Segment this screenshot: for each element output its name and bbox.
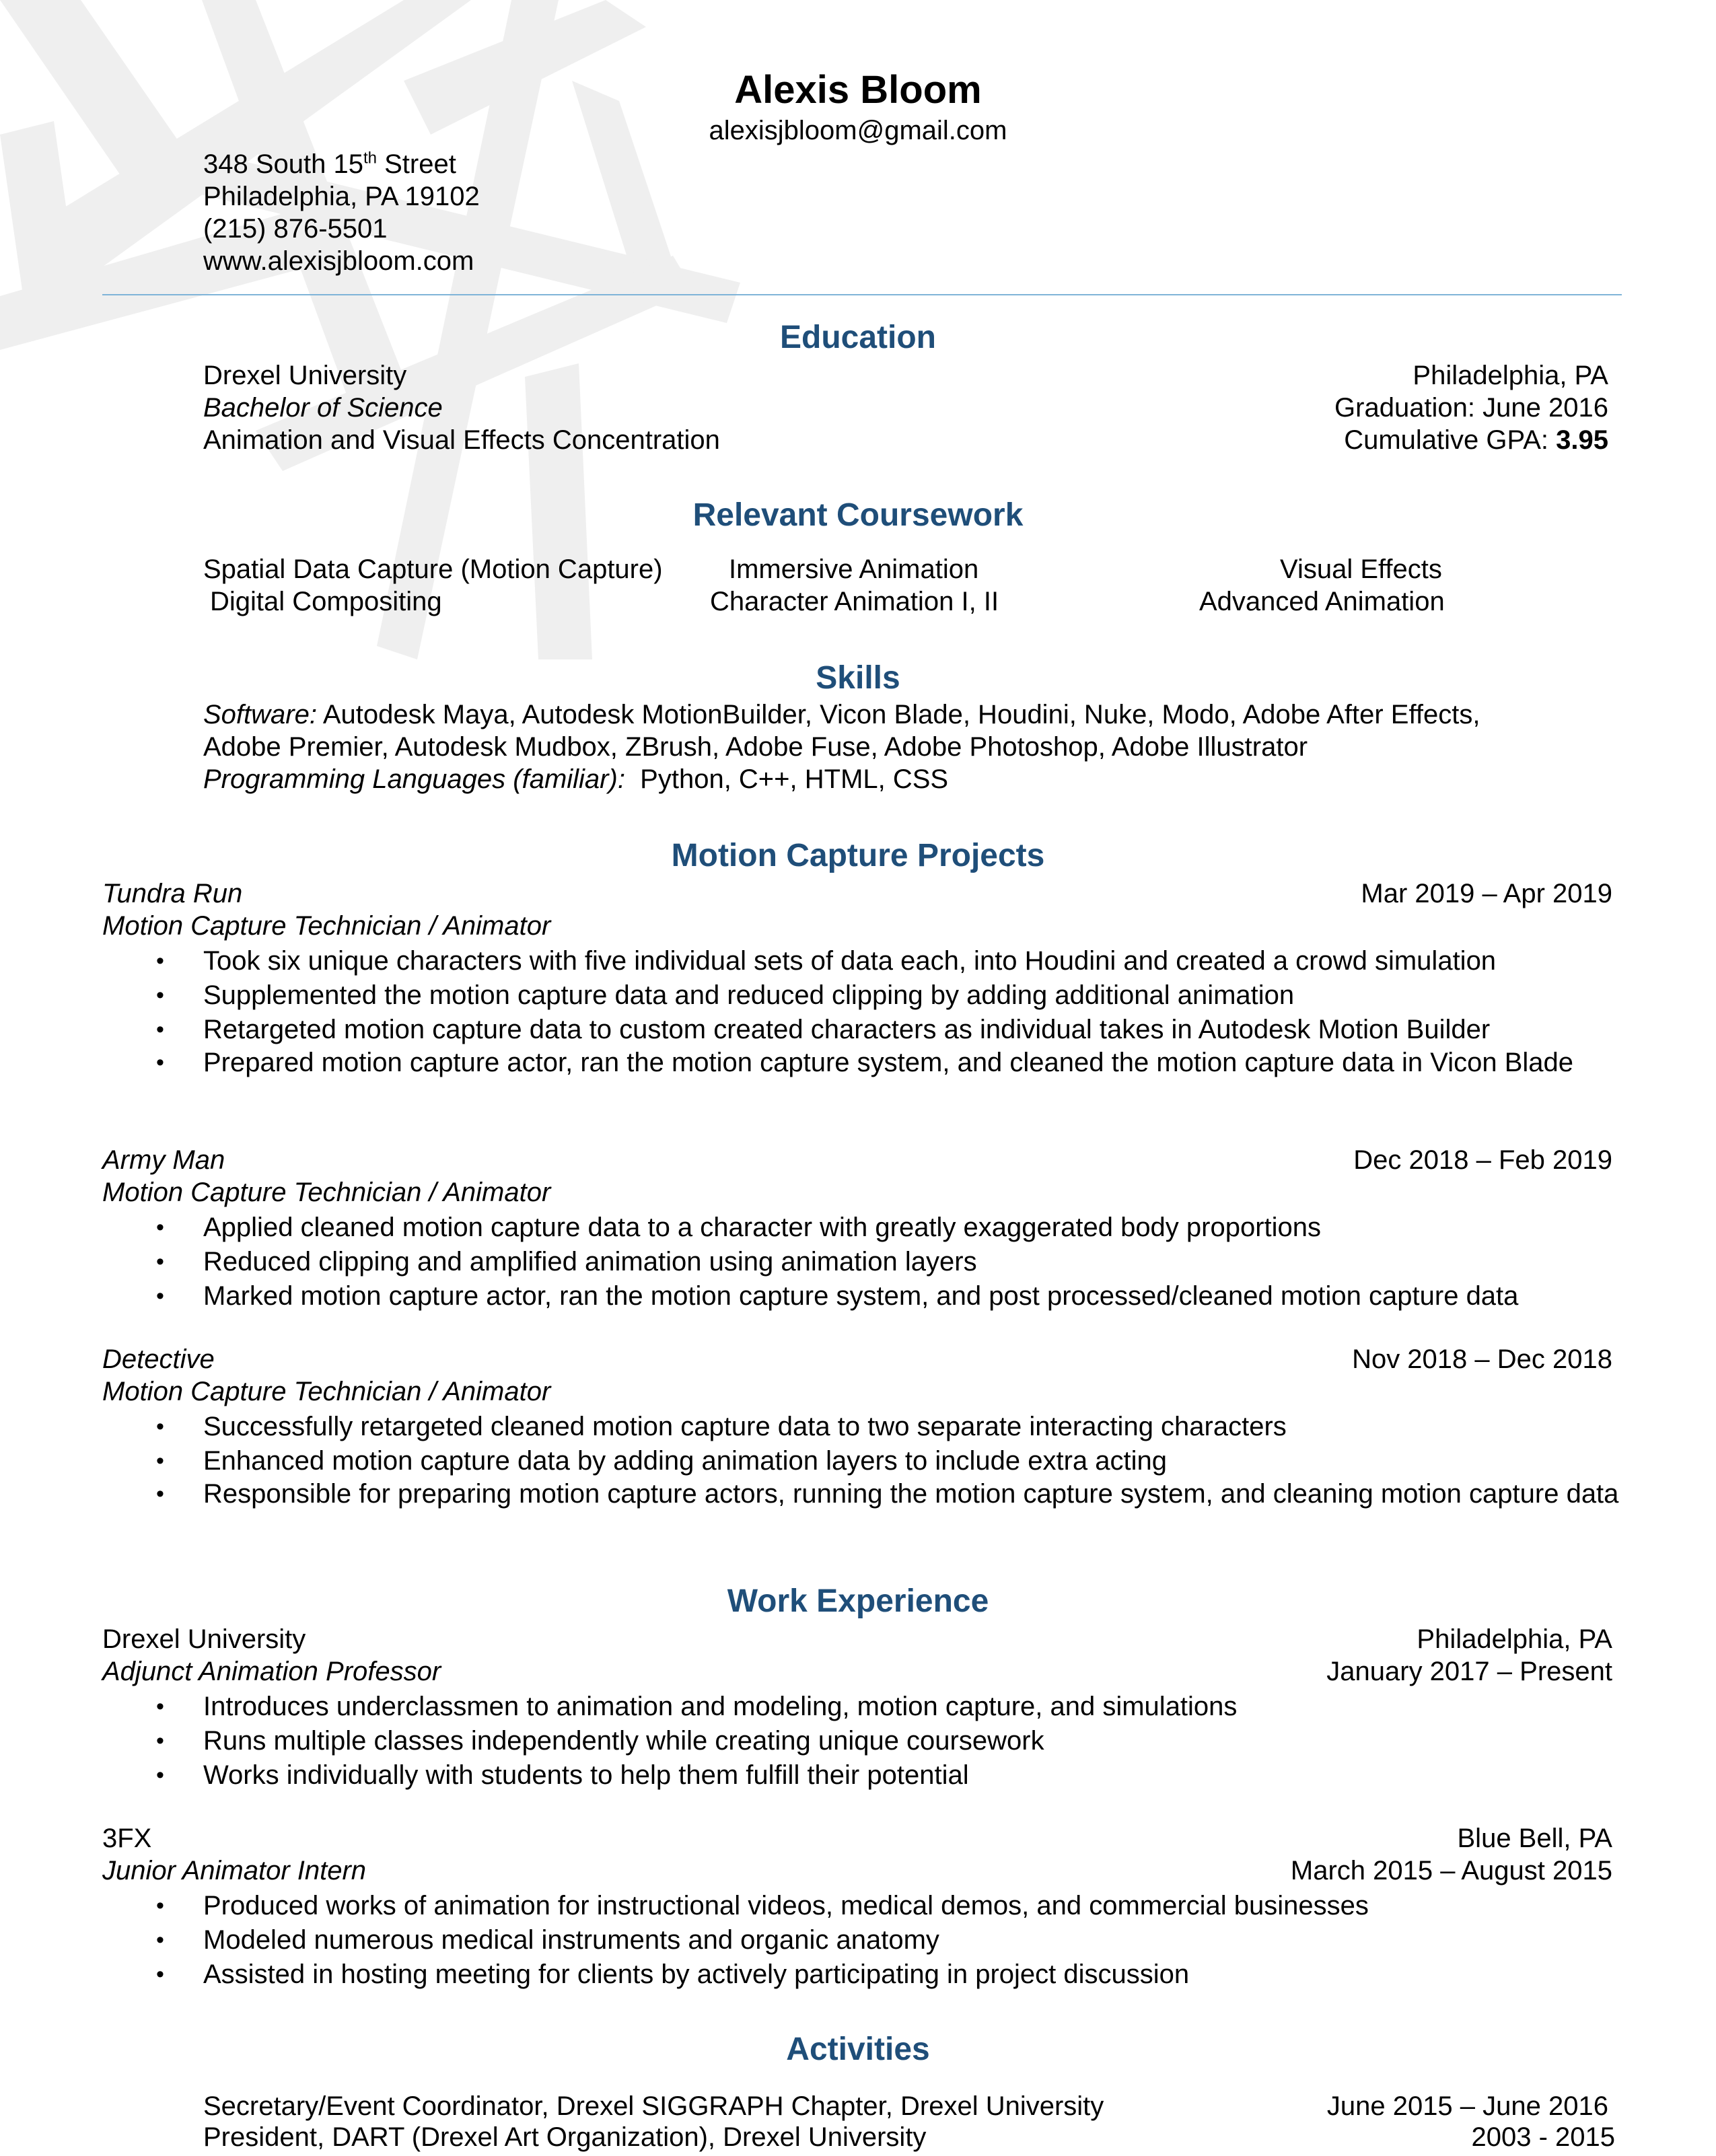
bullet-text: Reduced clipping and amplified animation using animation layers: [203, 1247, 977, 1277]
activity-dates: 2003 - 2015: [1471, 2122, 1615, 2152]
list-item: [141, 1690, 1630, 1724]
street-address-prefix: 348 South 15: [203, 149, 363, 179]
work-bullet-list: [141, 1889, 1630, 1992]
bullet-icon: •: [156, 1728, 164, 1754]
bullet-text: Runs multiple classes independently while creating unique coursework: [203, 1726, 1044, 1756]
project-bullet-list: [141, 944, 1630, 1081]
project-role: Motion Capture Technician / Animator: [102, 911, 551, 941]
course-item: Spatial Data Capture (Motion Capture): [203, 554, 663, 584]
work-org: 3FX: [102, 1824, 152, 1853]
street-address: [203, 148, 456, 180]
project-name: Army Man: [102, 1145, 225, 1175]
resume-name: Alexis Bloom: [734, 68, 982, 112]
bullet-icon: •: [156, 982, 164, 1008]
project-bullet-list: [141, 1410, 1630, 1513]
list-item: [141, 944, 1630, 978]
activities-heading: Activities: [786, 2032, 930, 2067]
bullet-text: Responsible for preparing motion capture actors, running the motion capture system, and cleaning motion capture data: [203, 1479, 1619, 1509]
education-location: Philadelphia, PA: [1413, 361, 1608, 390]
project-dates: Dec 2018 – Feb 2019: [1353, 1145, 1612, 1175]
list-item: [141, 1211, 1630, 1245]
bullet-text: Took six unique characters with five individual sets of data each, into Houdini and created a crowd simulation: [203, 946, 1497, 976]
bullet-text: Produced works of animation for instructional videos, medical demos, and commercial businesses: [203, 1891, 1369, 1920]
bullet-text: Supplemented the motion capture data and reduced clipping by adding additional animation: [203, 980, 1295, 1010]
list-item: [141, 1889, 1630, 1923]
education-heading: Education: [779, 320, 936, 355]
project-role: Motion Capture Technician / Animator: [102, 1178, 551, 1207]
street-address-suffix-sup: th: [363, 149, 378, 168]
bullet-icon: •: [156, 1215, 164, 1240]
coursework-heading: Relevant Coursework: [692, 497, 1024, 533]
bullet-icon: •: [156, 1762, 164, 1788]
list-item: [141, 1410, 1630, 1444]
software-label: Software:: [203, 700, 317, 729]
course-item: Character Animation I, II: [710, 587, 999, 616]
bullet-text: Retargeted motion capture data to custom created characters as individual takes in Autodesk Motion Builder: [203, 1015, 1491, 1044]
gpa-label: Cumulative GPA:: [1344, 425, 1557, 455]
bullet-text: Marked motion capture actor, ran the motion capture system, and post processed/cleaned motion capture data: [203, 1281, 1519, 1311]
work-dates: January 2017 – Present: [1326, 1657, 1612, 1686]
work-heading: Work Experience: [727, 1583, 989, 1619]
phone-number: (215) 876-5501: [203, 214, 388, 244]
work-dates: March 2015 – August 2015: [1290, 1856, 1612, 1885]
skills-software-line1: [203, 698, 1480, 731]
work-location: Blue Bell, PA: [1457, 1824, 1612, 1853]
education-concentration: Animation and Visual Effects Concentration: [203, 425, 720, 455]
course-item: Immersive Animation: [729, 554, 979, 584]
bullet-icon: •: [156, 1927, 164, 1953]
activity-item: President, DART (Drexel Art Organization), Drexel University: [203, 2122, 927, 2152]
course-item: Digital Compositing: [210, 587, 442, 616]
work-bullet-list: [141, 1690, 1630, 1793]
list-item: [141, 1245, 1630, 1279]
list-item: [141, 1923, 1630, 1957]
bullet-icon: •: [156, 948, 164, 974]
bullet-icon: •: [156, 1481, 164, 1507]
work-role: Adjunct Animation Professor: [102, 1657, 441, 1686]
bullet-text: Applied cleaned motion capture data to a character with greatly exaggerated body proportions: [203, 1213, 1322, 1242]
programming-list: Python, C++, HTML, CSS: [624, 764, 949, 794]
bullet-icon: •: [156, 1694, 164, 1719]
skills-software-line2: Adobe Premier, Autodesk Mudbox, ZBrush, Adobe Fuse, Adobe Photoshop, Adobe Illustrator: [203, 732, 1308, 762]
bullet-text: Prepared motion capture actor, ran the motion capture system, and cleaned the motion capture data in Vicon Blade: [203, 1048, 1574, 1077]
bullet-icon: •: [156, 1414, 164, 1439]
list-item: [141, 1724, 1630, 1758]
street-address-suffix: Street: [377, 149, 456, 179]
bullet-icon: •: [156, 1893, 164, 1918]
course-item: Visual Effects: [1280, 554, 1442, 584]
project-dates: Mar 2019 – Apr 2019: [1361, 879, 1612, 908]
bullet-text: Modeled numerous medical instruments and organic anatomy: [203, 1925, 939, 1955]
list-item: [141, 1957, 1630, 1992]
bullet-icon: •: [156, 1283, 164, 1309]
email-address: alexisjbloom@gmail.com: [709, 116, 1007, 145]
header-divider: [102, 294, 1622, 295]
programming-label: Programming Languages (familiar):: [203, 764, 625, 794]
bullet-icon: •: [156, 1017, 164, 1042]
activity-dates: June 2015 – June 2016: [1326, 2091, 1608, 2121]
bullet-icon: •: [156, 1962, 164, 1987]
skills-programming: [203, 763, 948, 795]
list-item: [141, 1013, 1630, 1047]
bullet-text: Assisted in hosting meeting for clients by actively participating in project discussion: [203, 1960, 1190, 1989]
education-degree: Bachelor of Science: [203, 393, 443, 423]
list-item: [141, 1047, 1630, 1079]
work-location: Philadelphia, PA: [1417, 1624, 1612, 1654]
education-school: Drexel University: [203, 361, 407, 390]
work-role: Junior Animator Intern: [102, 1856, 367, 1885]
project-name: Detective: [102, 1344, 215, 1374]
bullet-icon: •: [156, 1448, 164, 1474]
skills-heading: Skills: [816, 660, 900, 696]
project-bullet-list: [141, 1211, 1630, 1314]
bullet-icon: •: [156, 1249, 164, 1274]
list-item: [141, 1478, 1630, 1510]
course-item: Advanced Animation: [1199, 587, 1445, 616]
list-item: [141, 978, 1630, 1013]
website-url: www.alexisjbloom.com: [203, 246, 474, 276]
activity-item: Secretary/Event Coordinator, Drexel SIGGRAPH Chapter, Drexel University: [203, 2091, 1104, 2121]
bullet-text: Introduces underclassmen to animation and modeling, motion capture, and simulations: [203, 1692, 1238, 1721]
bullet-text: Successfully retargeted cleaned motion capture data to two separate interacting characters: [203, 1412, 1287, 1441]
list-item: [141, 1758, 1630, 1793]
project-name: Tundra Run: [102, 879, 243, 908]
bullet-text: Works individually with students to help them fulfill their potential: [203, 1760, 969, 1790]
list-item: [141, 1444, 1630, 1478]
project-dates: Nov 2018 – Dec 2018: [1352, 1344, 1612, 1374]
bullet-icon: •: [156, 1050, 164, 1075]
projects-heading: Motion Capture Projects: [671, 838, 1045, 873]
education-gpa: [1077, 424, 1608, 456]
list-item: [141, 1279, 1630, 1314]
bullet-text: Enhanced motion capture data by adding animation layers to include extra acting: [203, 1446, 1168, 1476]
city-state-zip: Philadelphia, PA 19102: [203, 182, 480, 211]
education-graduation: Graduation: June 2016: [1334, 393, 1608, 423]
project-role: Motion Capture Technician / Animator: [102, 1377, 551, 1406]
gpa-value: 3.95: [1556, 425, 1608, 455]
software-list: Autodesk Maya, Autodesk MotionBuilder, Vicon Blade, Houdini, Nuke, Modo, Adobe After Effects,: [316, 700, 1480, 729]
work-org: Drexel University: [102, 1624, 306, 1654]
